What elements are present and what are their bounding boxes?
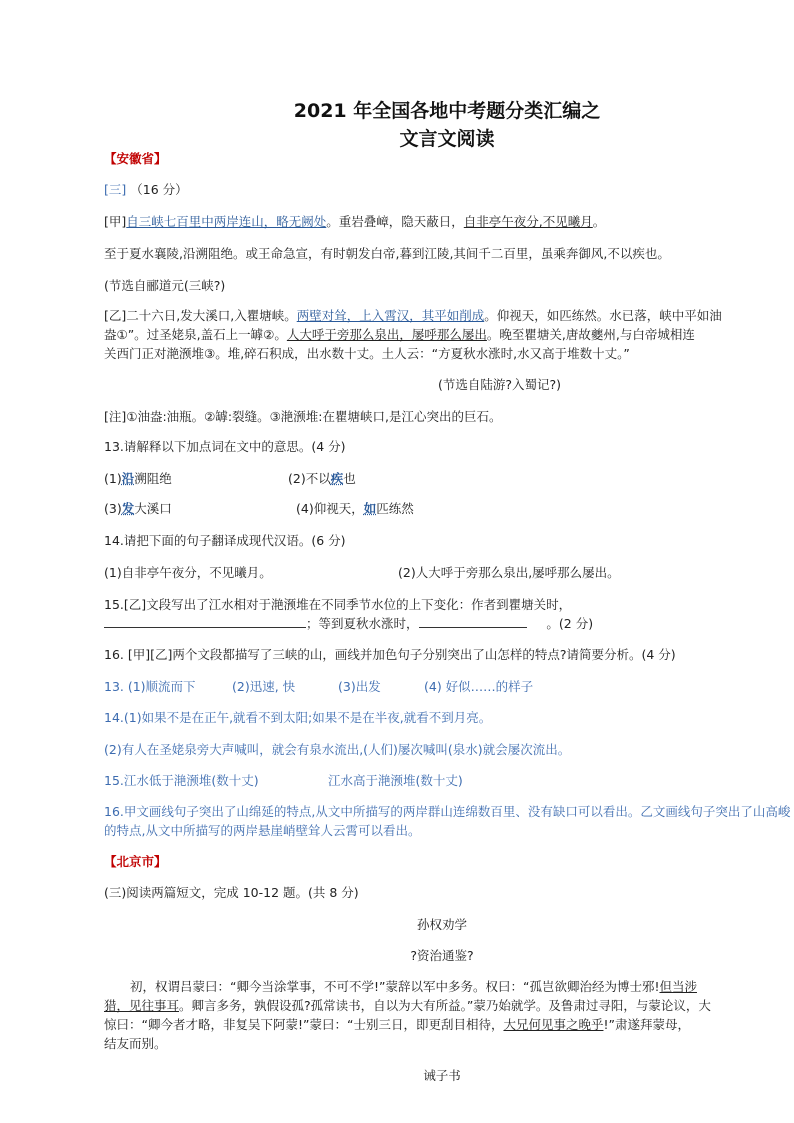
question-16: 16. [甲][乙]两个文段都描写了三峡的山，画线并加色句子分别突出了山怎样的特点?请简要分析。(4 分)	[104, 647, 676, 662]
passage-yi-source: (节选自陆游?入蜀记?)	[438, 377, 562, 392]
q13-item-2: (2)不以疾也	[288, 471, 356, 486]
passage-yi-line3: 关西门正对滟滪堆③。堆,碎石积成，出水数十丈。土人云：“方夏秋水涨时,水又高于堆数十丈。”	[104, 346, 630, 361]
answer-blank-2[interactable]	[419, 615, 527, 628]
answer-13-3: (3)出发	[338, 679, 381, 694]
beijing-intro: (三)阅读两篇短文，完成 10-12 题。(共 8 分)	[104, 885, 359, 900]
question-15-line2: ；等到夏秋水涨时， 。(2 分)	[104, 614, 593, 633]
text-title: 孙权劝学	[416, 917, 467, 932]
page-subtitle: 文言文阅读	[399, 128, 495, 150]
answer-15-2: 江水高于滟滪堆(数十丈)	[328, 773, 463, 788]
page-title: 2021 年全国各地中考题分类汇编之	[293, 100, 601, 122]
answer-15-1: 15.江水低于滟滪堆(数十丈)	[104, 773, 259, 788]
passage-jia-line2: 至于夏水襄陵,沿溯阻绝。或王命急宣，有时朝发白帝,暮到江陵,其间千二百里，虽乘奔御风,不以疾也。	[104, 246, 670, 261]
province-beijing: 【北京市】	[104, 854, 167, 869]
question-13: 13.请解释以下加点词在文中的意思。(4 分)	[104, 439, 346, 454]
province-anhui: 【安徽省】	[104, 151, 167, 166]
q13-item-1: (1)沿溯阻绝	[104, 471, 172, 486]
q14-item-2: (2)人大呼于旁那么泉出,屡呼那么屡出。	[398, 565, 620, 580]
question-15-line1: 15.[乙]文段写出了江水相对于滟滪堆在不同季节水位的上下变化：作者到瞿塘关时，	[104, 597, 572, 612]
q14-item-1: (1)自非亭午夜分，不见曦月。	[104, 565, 272, 580]
answer-13-4: (4) 好似……的样子	[424, 679, 534, 694]
passage-yi-line2: 盎①”。过圣姥泉,盖石上一罅②。人大呼于旁那么泉出，屡呼那么屡出。晚至瞿塘关,唐故夔州,与白帝城相连	[104, 327, 695, 342]
text-paragraph-line4: 结友而别。	[104, 1036, 167, 1051]
text2-title: 诫子书	[423, 1068, 461, 1083]
text-paragraph-line2: 猎，见往事耳。卿言多务，孰假设孤?孤常读书，自以为大有所益。”蒙乃始就学。及鲁肃过寻阳，与蒙论议，大	[104, 998, 711, 1013]
answer-16: 16.甲文画线句子突出了山绵延的特点,从文中所描写的两岸群山连绵数百里、没有缺口可以看出。乙文画线句子突出了山高峻的特点,从文中所描写的两岸悬崖峭壁耸人云霄可以看出。	[104, 804, 791, 838]
answer-14-1: 14.(1)如果不是在正午,就看不到太阳;如果不是在半夜,就看不到月亮。	[104, 710, 492, 725]
passage-yi-line1: [乙]二十六日,发大溪口,入瞿塘峡。两壁对耸，上入霄汉，其平如削成。仰视天，如匹练然。水已落，峡中平如油	[104, 308, 722, 323]
text-paragraph-line3: 惊曰：“卿今者才略，非复吴下阿蒙!”蒙曰：“士别三日，即更刮目相待，大兄何见事之晚乎!”肃遂拜蒙母，	[104, 1017, 690, 1032]
question-14: 14.请把下面的句子翻译成现代汉语。(6 分)	[104, 533, 346, 548]
answer-13-1: 13. (1)顺流而下	[104, 679, 196, 694]
answer-blank-1[interactable]	[104, 615, 306, 628]
answer-13-2: (2)迅速, 快	[232, 679, 296, 694]
passage-jia-source: (节选自郦道元(三峡?)	[104, 278, 226, 293]
section-heading: [三] （16 分）	[104, 182, 188, 197]
passage-jia-line1: [甲]自三峡七百里中两岸连山，略无阙处。重岩叠嶂，隐天蔽日，自非亭午夜分,不见曦月。	[104, 214, 606, 229]
q13-item-3: (3)发大溪口	[104, 501, 172, 516]
answer-14-2: (2)有人在圣姥泉旁大声喊叫，就会有泉水流出,(人们)屡次喊叫(泉水)就会屡次流出。	[104, 742, 571, 757]
annotation-note: [注]①油盎:油瓶。②罅:裂缝。③滟滪堆:在瞿塘峡口,是江心突出的巨石。	[104, 409, 502, 424]
text-paragraph-line1: 初，权谓吕蒙曰：“卿今当涂掌事，不可不学!”蒙辞以军中多务。权曰：“孤岂欲卿治经为博士邪!但当涉	[130, 979, 697, 994]
q13-item-4: (4)仰视天，如匹练然	[296, 501, 414, 516]
text-source: ?资治通鉴?	[410, 948, 474, 963]
